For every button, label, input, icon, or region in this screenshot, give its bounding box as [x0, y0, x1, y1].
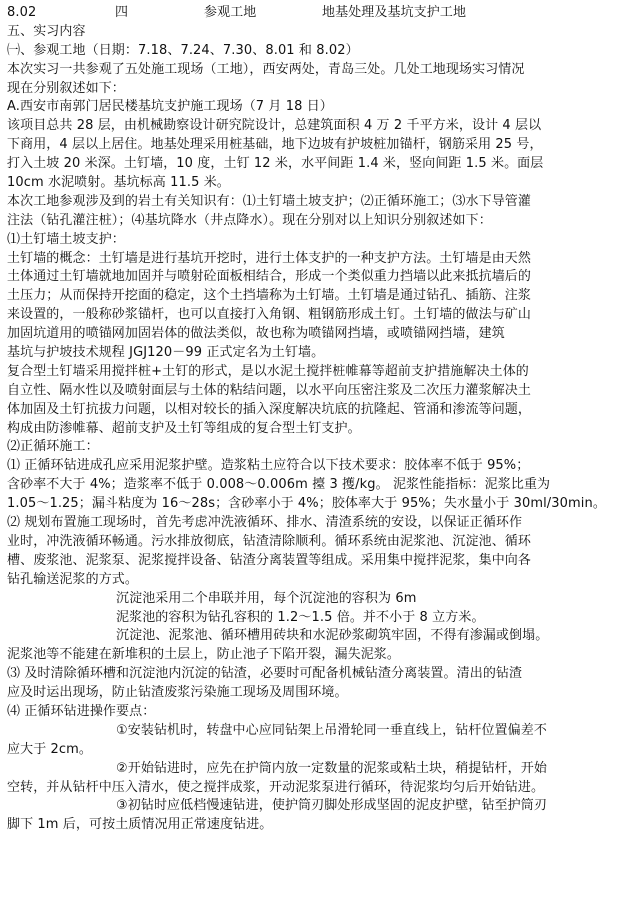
paragraph-line: 泥浆池等不能建在新堆积的土层上，防止池子下陷开裂，漏失泥浆。: [7, 647, 401, 663]
paragraph-line: 钻孔输送泥浆的方式。: [7, 571, 139, 587]
paragraph-line: ⑵ 规划布置施工现场时，首先考虑冲洗液循环、排水、清渣系统的安设，以保证正循环作: [7, 515, 523, 531]
topic-heading: ⑵正循环施工：: [7, 439, 99, 455]
topic-heading: ⑴土钉墙土坡支护：: [7, 231, 125, 247]
paragraph-line: 脚下 1m 后，可按土质情况用正常速度钻进。: [7, 817, 273, 833]
paragraph-line: 土钉墙的概念：土钉墙是进行基坑开挖时，进行土体支护的一种支护方法。土钉墙是由天然: [7, 250, 532, 266]
indented-line: ③初钻时应低档慢速钻进，使护筒刃脚处形成坚固的泥皮护壁，钻至护筒刃: [116, 798, 547, 814]
paragraph-line: 注法（钻孔灌注桩）；⑷基坑降水（井点降水）。现在分别对以上知识分别叙述如下：: [7, 212, 492, 228]
indented-line: ①安装钻机时，转盘中心应同钻架上吊滑轮同一垂直线上，钻杆位置偏差不: [116, 722, 547, 738]
schedule-content: 地基处理及基坑支护工地: [322, 5, 467, 20]
schedule-week: 四: [115, 5, 129, 20]
paragraph-line: 现在分别叙述如下：: [7, 80, 125, 96]
paragraph-line: 打入土坡 20 米深。土钉墙，10 度，土钉 12 米，水平间距 1.4 米，竖向间距 1.5 米。面层: [7, 156, 544, 172]
schedule-activity: 参观工地: [204, 5, 257, 20]
paragraph-line: 槽、废浆池、泥浆泵、泥浆搅拌设备、钻渣分离装置等组成。采用集中搅拌泥浆，集中向各: [7, 552, 532, 568]
paragraph-line: 加固坑道用的喷锚网加固岩体的做法类似，故也称为喷锚网挡墙，或喷锚网挡墙，建筑: [7, 326, 505, 342]
paragraph-line: ⑷ 正循环钻进操作要点：: [7, 703, 156, 719]
indented-line: 泥浆池的容积为钻孔容积的 1.2～1.5 倍。并不小于 8 立方米。: [116, 609, 485, 625]
paragraph-line: 空转，并从钻杆中压入清水，使之搅拌成浆，开动泥浆泵进行循环，待泥浆均匀后开始钻进。: [7, 779, 545, 795]
schedule-row: [7, 4, 625, 23]
paragraph-line: ⑶ 及时清除循环槽和沉淀池内沉淀的钻渣，必要时可配备机械钻渣分离装置。清出的钻渣: [7, 666, 523, 682]
paragraph-line: 复合型土钉墙采用搅拌桩+土钉的形式，是以水泥土搅拌桩帷幕等超前支护措施解决土体的: [7, 363, 529, 379]
indented-line: 沉淀池、泥浆池、循环槽用砖块和水泥砂浆砌筑牢固，不得有渗漏或倒塌。: [116, 628, 549, 644]
site-heading: A.西安市南郭门居民楼基坑支护施工现场（7 月 18 日）: [7, 99, 333, 115]
subsection-heading: ㈠、参观工地（日期：7.18、7.24、7.30、8.01 和 8.02）: [7, 42, 359, 58]
paragraph-line: 土压力；从而保持开挖面的稳定，这个土挡墙称为土钉墙。土钉墙是通过钻孔、插筋、注浆: [7, 288, 532, 304]
section-heading: 五、实习内容: [7, 23, 86, 39]
paragraph-line: 10cm 水泥喷射。基坑标高 11.5 米。: [7, 175, 230, 191]
paragraph-line: 本次实习一共参观了五处施工现场（工地），西安两处，青岛三处。几处工地现场实习情况: [7, 61, 525, 77]
paragraph-line: 下商用，4 层以上居住。地基处理采用桩基础，地下边坡有护坡桩加锚杆，钢筋采用 25 号，: [7, 137, 543, 153]
paragraph-line: 应大于 2cm。: [7, 741, 93, 757]
paragraph-line: 自立性、隔水性以及喷射面层与土体的粘结问题，以水平向压密注浆及二次压力灌浆解决土: [7, 382, 532, 398]
paragraph-line: 应及时运出现场，防止钻渣废浆污染施工现场及周围环境。: [7, 685, 348, 701]
paragraph-line: 构成由防渗帷幕、超前支护及土钉等组成的复合型土钉支护。: [7, 420, 361, 436]
indented-line: ②开始钻进时，应先在护筒内放一定数量的泥浆或粘土块，稍提钻杆，开始: [116, 760, 547, 776]
paragraph-line: 含砂率不大于 4%；造浆率不低于 0.008～0.006m 擡 3 擭/kg。 泥浆性能指标：泥浆比重为: [7, 477, 551, 493]
paragraph-line: 业时，冲洗液循环畅通。污水排放彻底，钻渣清除顺利。循环系统由泥浆池、沉淀池、循环: [7, 533, 532, 549]
paragraph-line: 土体通过土钉墙就地加固并与喷射砼面板相结合，形成一个类似重力挡墙以此来抵抗墙后的: [7, 269, 532, 285]
paragraph-line: 1.05～1.25；漏斗粘度为 16～28s；含砂率小于 4%；胶体率大于 95%；失水量小于 30ml/30min。: [7, 496, 606, 512]
paragraph-line: 来设置的，一般称砂浆锚杆，也可以直接打入角钢、粗钢筋形成土钉。土钉墙的做法与矿山: [7, 307, 532, 323]
paragraph-line: 基坑与护坡技术规程 JGJ120－99 正式定名为土钉墙。: [7, 345, 325, 361]
paragraph-line: 体加固及土钉抗拔力问题，以相对较长的插入深度解决坑底的抗隆起、管涌和渗流等问题，: [7, 401, 532, 417]
indented-line: 沉淀池采用二个串联并用，每个沉淀池的容积为 6m: [116, 590, 417, 606]
schedule-date: 8.02: [7, 5, 37, 20]
paragraph-line: 该项目总共 28 层，由机械勘察设计研究院设计，总建筑面积 4 万 2 千平方米，设计 4 层以: [7, 118, 542, 134]
paragraph-line: 本次工地参观涉及到的岩土有关知识有：⑴土钉墙土坡支护；⑵正循环施工；⑶水下导管灌: [7, 193, 532, 209]
paragraph-line: ⑴ 正循环钻进成孔应采用泥浆护壁。造浆粘土应符合以下技术要求：胶体率不低于 95%；: [7, 458, 530, 474]
